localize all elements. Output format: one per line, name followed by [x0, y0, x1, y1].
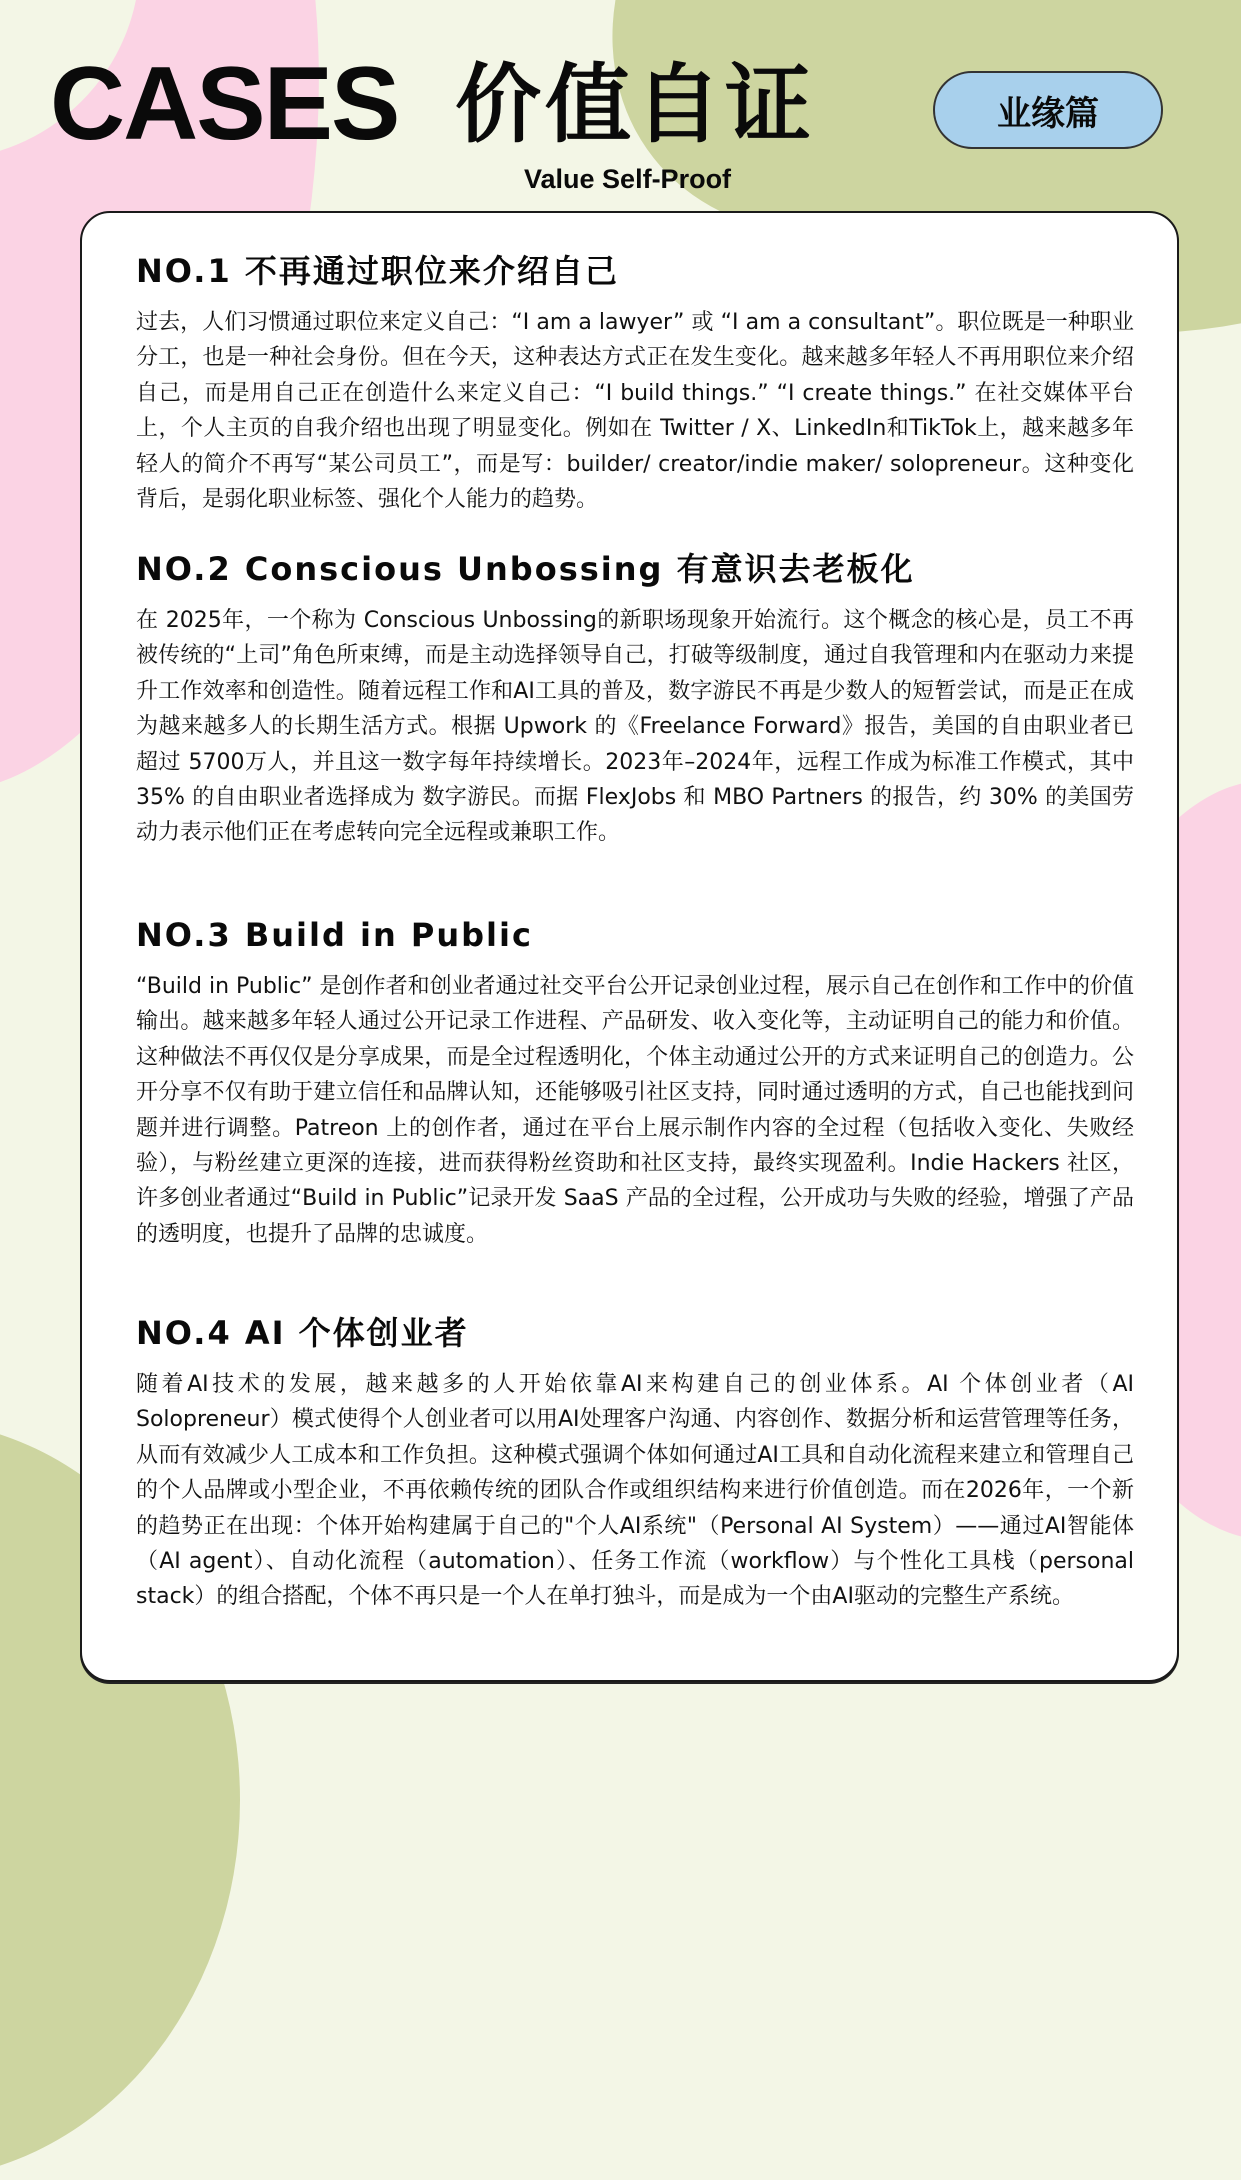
case-body: 在 2025年，一个称为 Conscious Unbossing的新职场现象开始流行。这个概念的核心是，员工不再被传统的“上司”角色所束缚，而是主动选择领导自己，打破等级制度，通过自我管理和内在驱动力来提升工作效率和创造性。随着远程工作和AI工具的普及，数字游民不再是少数人的短暂尝试，而是正在成为越来越多人的长期生活方式。根据 Upwork 的《Freelance Forward》报告，美国的自由职业者已超过 5700万人，并且这一数字每年持续增长。2023年–2024年，远程工作成为标准工作模式，其中 35% 的自由职业者选择成为 数字游民。而据 FlexJobs 和 MBO Partners 的报告，约 30% 的美国劳动力表示他们正在考虑转向完全远程或兼职工作。	[136, 608, 1134, 846]
case-body: 过去，人们习惯通过职位来定义自己：“I am a lawyer” 或 “I am a consultant”。职位既是一种职业分工，也是一种社会身份。但在今天，这种表达方式正在发生变化。越来越多年轻人不再用职位来介绍自己，而是用自己正在创造什么来定义自己：“I build things.” “I create things.” 在社交媒体平台上，个人主页的自我介绍也出现了明显变化。例如在 Twitter / X、LinkedIn和TikTok上，越来越多年轻人的简介不再写“某公司员工”，而是写：builder/ creator/indie maker/ solopreneur。这种变化背后，是弱化职业标签、强化个人能力的趋势。	[136, 310, 1134, 513]
case-heading: NO.4 AI 个体创业者	[136, 1314, 469, 1352]
case-section-1	[136, 251, 1134, 517]
case-section-4	[136, 1313, 1134, 1615]
case-section-2	[136, 549, 1134, 851]
title-chinese: 价值自证	[455, 55, 815, 155]
case-heading: NO.3 Build in Public	[136, 916, 533, 954]
page-header	[0, 0, 1241, 210]
case-section-3	[136, 915, 1134, 1252]
category-badge: 业缘篇	[933, 71, 1163, 149]
case-heading: NO.1 不再通过职位来介绍自己	[136, 252, 619, 290]
content-card	[80, 211, 1179, 1682]
case-heading: NO.2 Conscious Unbossing 有意识去老板化	[136, 550, 915, 588]
subtitle: Value Self-Proof	[524, 164, 732, 194]
case-body: “Build in Public” 是创作者和创业者通过社交平台公开记录创业过程，展示自己在创作和工作中的价值输出。越来越多年轻人通过公开记录工作进程、产品研发、收入变化等，主动证明自己的能力和价值。这种做法不再仅仅是分享成果，而是全过程透明化，个体主动通过公开的方式来证明自己的创造力。公开分享不仅有助于建立信任和品牌认知，还能够吸引社区支持，同时通过透明的方式，自己也能找到问题并进行调整。Patreon 上的创作者，通过在平台上展示制作内容的全过程（包括收入变化、失败经验），与粉丝建立更深的连接，进而获得粉丝资助和社区支持，最终实现盈利。Indie Hackers 社区，许多创业者通过“Build in Public”记录开发 SaaS 产品的全过程，公开成功与失败的经验，增强了产品的透明度，也提升了品牌的忠诚度。	[136, 974, 1134, 1247]
case-body: 随着AI技术的发展，越来越多的人开始依靠AI来构建自己的创业体系。AI 个体创业者（AI Solopreneur）模式使得个人创业者可以用AI处理客户沟通、内容创作、数据分析和运营管理等任务，从而有效减少人工成本和工作负担。这种模式强调个体如何通过AI工具和自动化流程来建立和管理自己的个人品牌或小型企业，不再依赖传统的团队合作或组织结构来进行价值创造。而在2026年，一个新的趋势正在出现：个体开始构建属于自己的"个人AI系统"（Personal AI System）——通过AI智能体（AI agent）、自动化流程（automation）、任务工作流（workflow）与个性化工具栈（personal stack）的组合搭配，个体不再只是一个人在单打独斗，而是成为一个由AI驱动的完整生产系统。	[136, 1372, 1134, 1610]
title-english: CASES	[50, 46, 399, 162]
